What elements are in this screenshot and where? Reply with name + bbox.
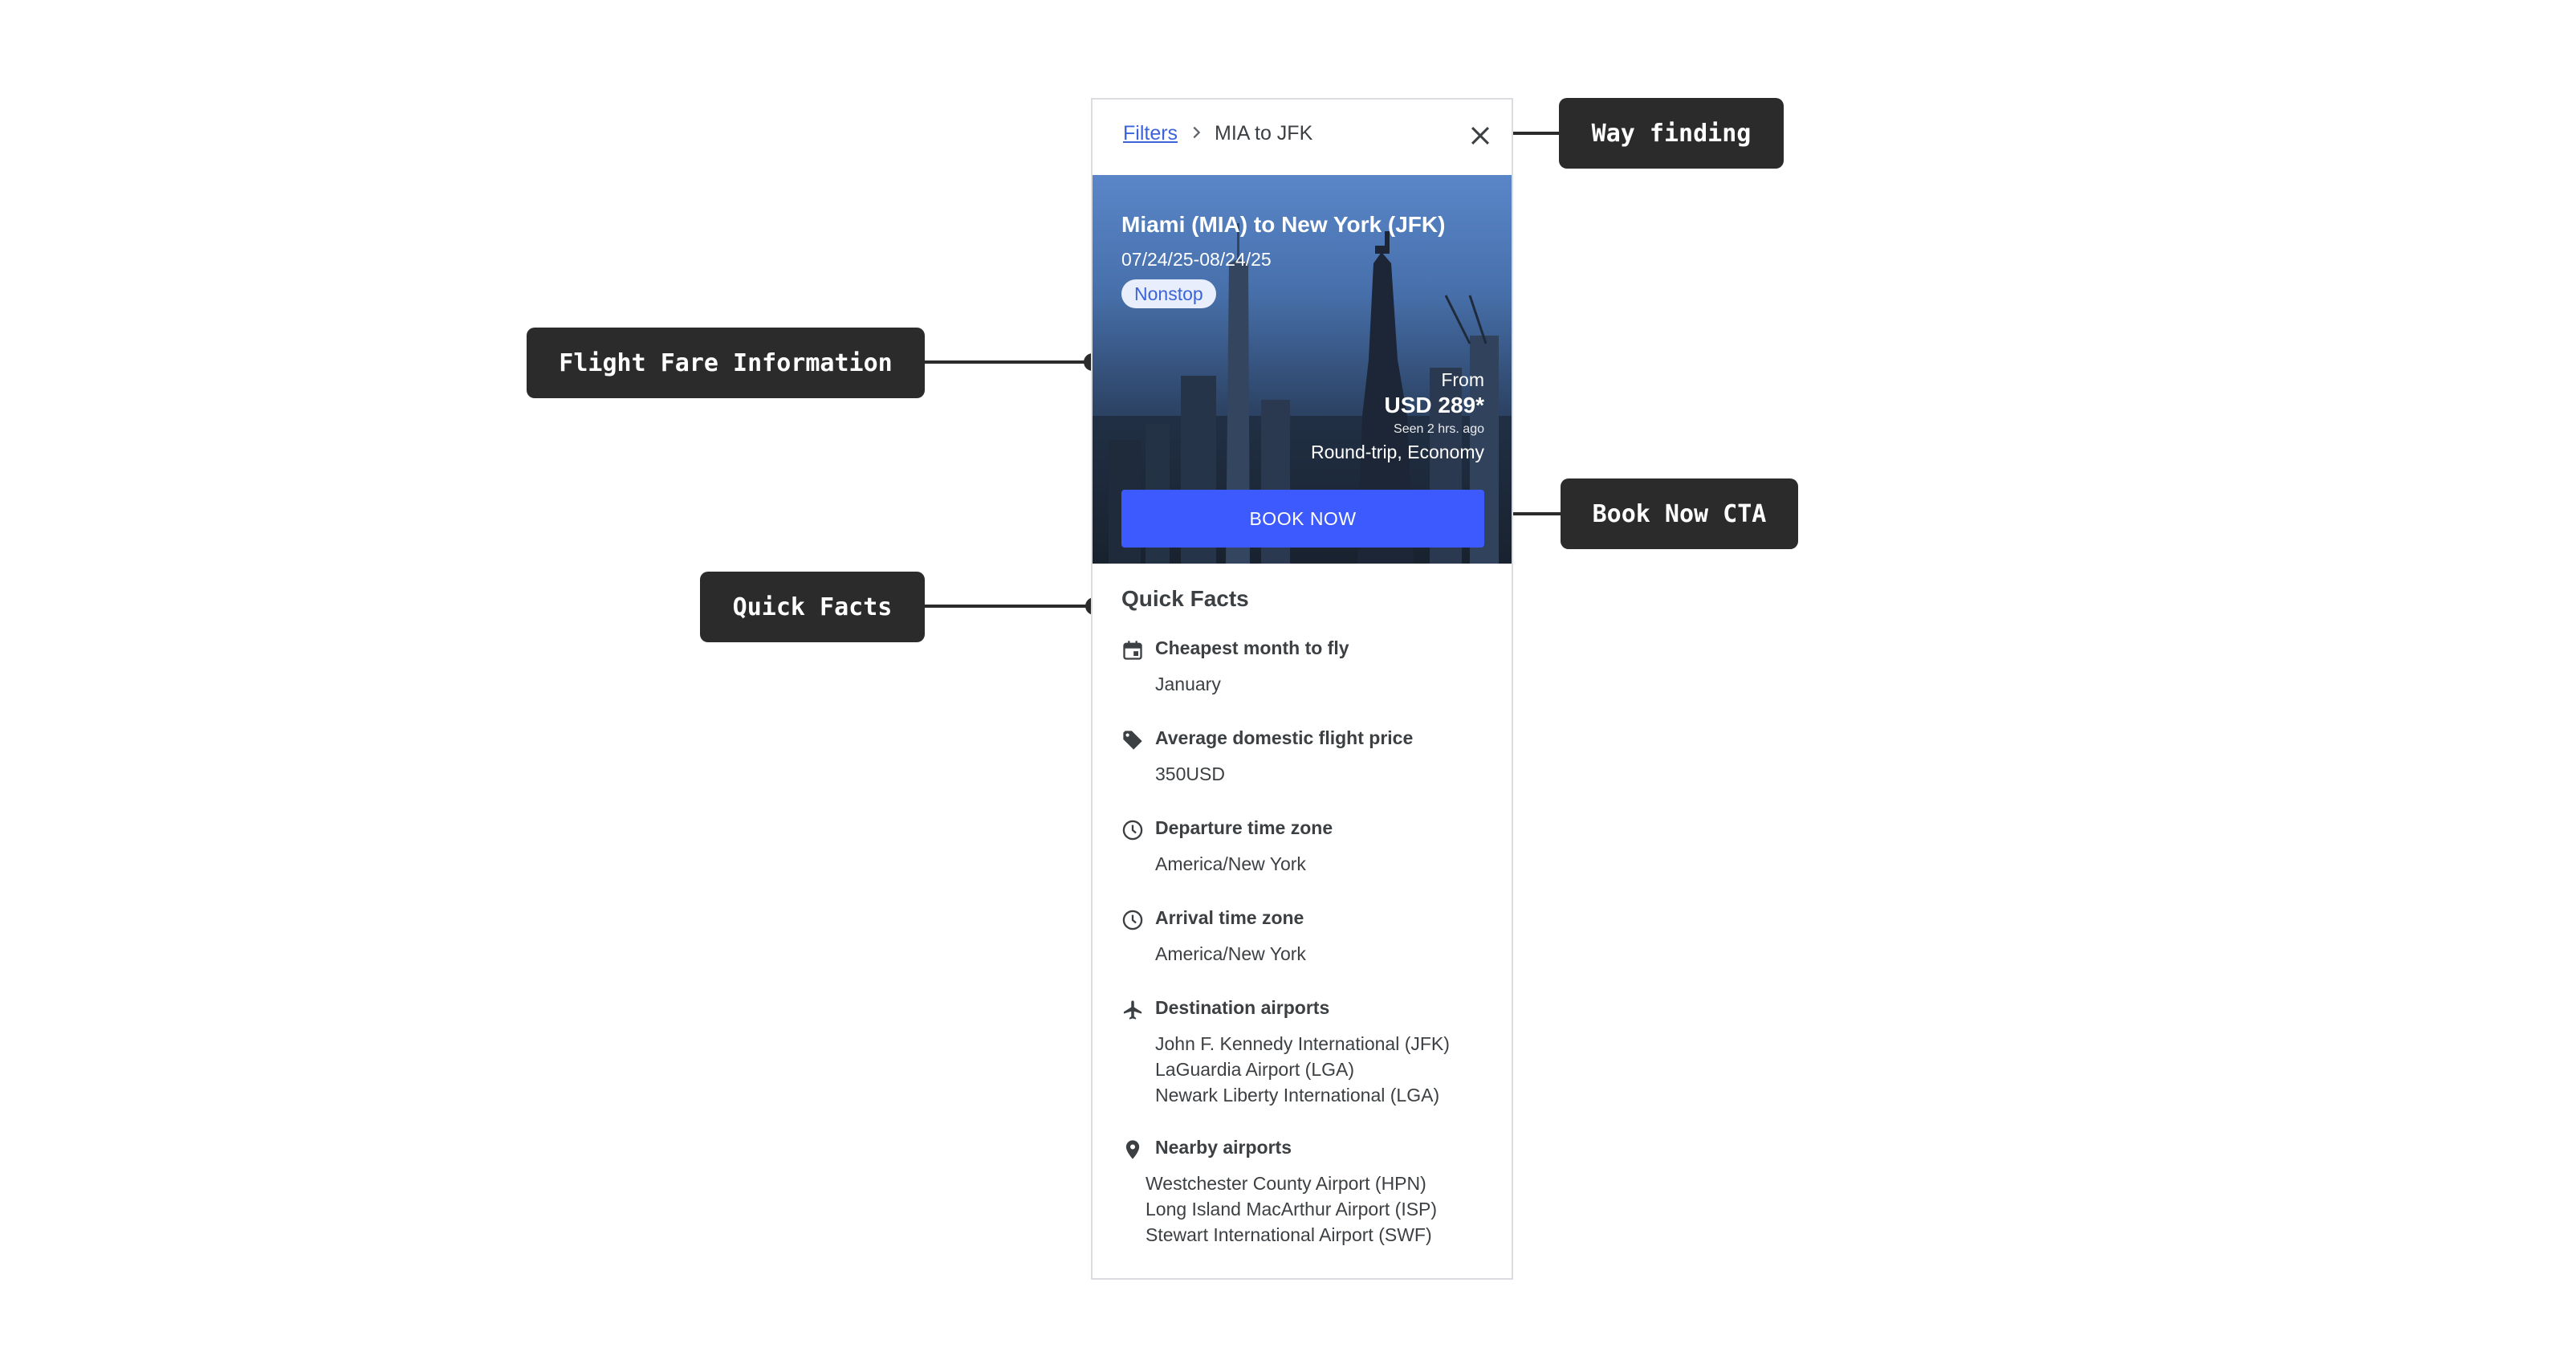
location-pin-icon <box>1121 1138 1144 1161</box>
close-icon[interactable] <box>1467 122 1494 149</box>
price-from-label: From <box>1441 369 1484 390</box>
clock-icon <box>1121 909 1144 931</box>
chevron-right-icon <box>1187 124 1205 141</box>
fact-nearby-airports <box>1121 1137 1491 1249</box>
fact-value: America/New York <box>1155 943 1306 964</box>
fact-values <box>1155 761 1225 787</box>
breadcrumb-current: MIA to JFK <box>1215 122 1313 145</box>
calendar-icon <box>1121 639 1144 662</box>
fact-value: America/New York <box>1155 853 1306 874</box>
fact-label: Destination airports <box>1155 997 1330 1018</box>
route-title: Miami (MIA) to New York (JFK) <box>1121 212 1446 237</box>
trip-type: Round-trip, Economy <box>1310 442 1484 462</box>
price-amount: USD 289* <box>1384 393 1484 417</box>
fact-label: Cheapest month to fly <box>1155 637 1349 658</box>
fact-label: Departure time zone <box>1155 817 1333 838</box>
nonstop-badge: Nonstop <box>1121 279 1216 308</box>
callout-flight-fare-line <box>925 360 1092 364</box>
callout-quick-facts: Quick Facts <box>700 572 925 642</box>
fact-values <box>1155 1031 1450 1108</box>
airplane-icon <box>1121 999 1144 1021</box>
callout-quick-facts-line <box>925 605 1095 608</box>
book-now-button[interactable]: BOOK NOW <box>1121 490 1484 548</box>
fact-departure-timezone <box>1121 817 1491 882</box>
breadcrumb-filters-link[interactable]: Filters <box>1123 122 1178 145</box>
clock-icon <box>1121 819 1144 841</box>
callout-way-finding: Way finding <box>1559 98 1784 169</box>
flight-fare-hero <box>1093 175 1512 564</box>
flight-card <box>1091 98 1513 1280</box>
tag-icon <box>1121 729 1144 751</box>
fact-value: John F. Kennedy International (JFK) <box>1155 1033 1450 1054</box>
fact-average-price <box>1121 727 1491 792</box>
price-seen-time: Seen 2 hrs. ago <box>1394 422 1484 436</box>
wayfinding-header <box>1093 100 1512 175</box>
callout-book-now-cta: Book Now CTA <box>1561 478 1798 549</box>
fact-cheapest-month <box>1121 637 1491 702</box>
price-block <box>1311 368 1484 464</box>
fact-label: Arrival time zone <box>1155 907 1304 928</box>
fact-value: Stewart International Airport (SWF) <box>1146 1224 1432 1245</box>
fact-arrival-timezone <box>1121 907 1491 971</box>
fact-value: LaGuardia Airport (LGA) <box>1155 1059 1355 1080</box>
fact-value: Newark Liberty International (LGA) <box>1155 1085 1440 1106</box>
fact-label: Average domestic flight price <box>1155 727 1414 748</box>
quick-facts-title: Quick Facts <box>1121 586 1249 611</box>
fact-value: 350USD <box>1155 763 1225 784</box>
fact-values <box>1155 941 1306 967</box>
fact-values <box>1146 1171 1437 1248</box>
travel-dates: 07/24/25-08/24/25 <box>1121 249 1272 270</box>
callout-flight-fare-information: Flight Fare Information <box>527 328 925 398</box>
fact-values <box>1155 671 1221 697</box>
fact-value: Westchester County Airport (HPN) <box>1146 1173 1426 1194</box>
fact-value: January <box>1155 674 1221 694</box>
fact-destination-airports <box>1121 997 1491 1110</box>
fact-value: Long Island MacArthur Airport (ISP) <box>1146 1199 1438 1220</box>
fact-label: Nearby airports <box>1155 1137 1292 1158</box>
fact-values <box>1155 851 1306 877</box>
